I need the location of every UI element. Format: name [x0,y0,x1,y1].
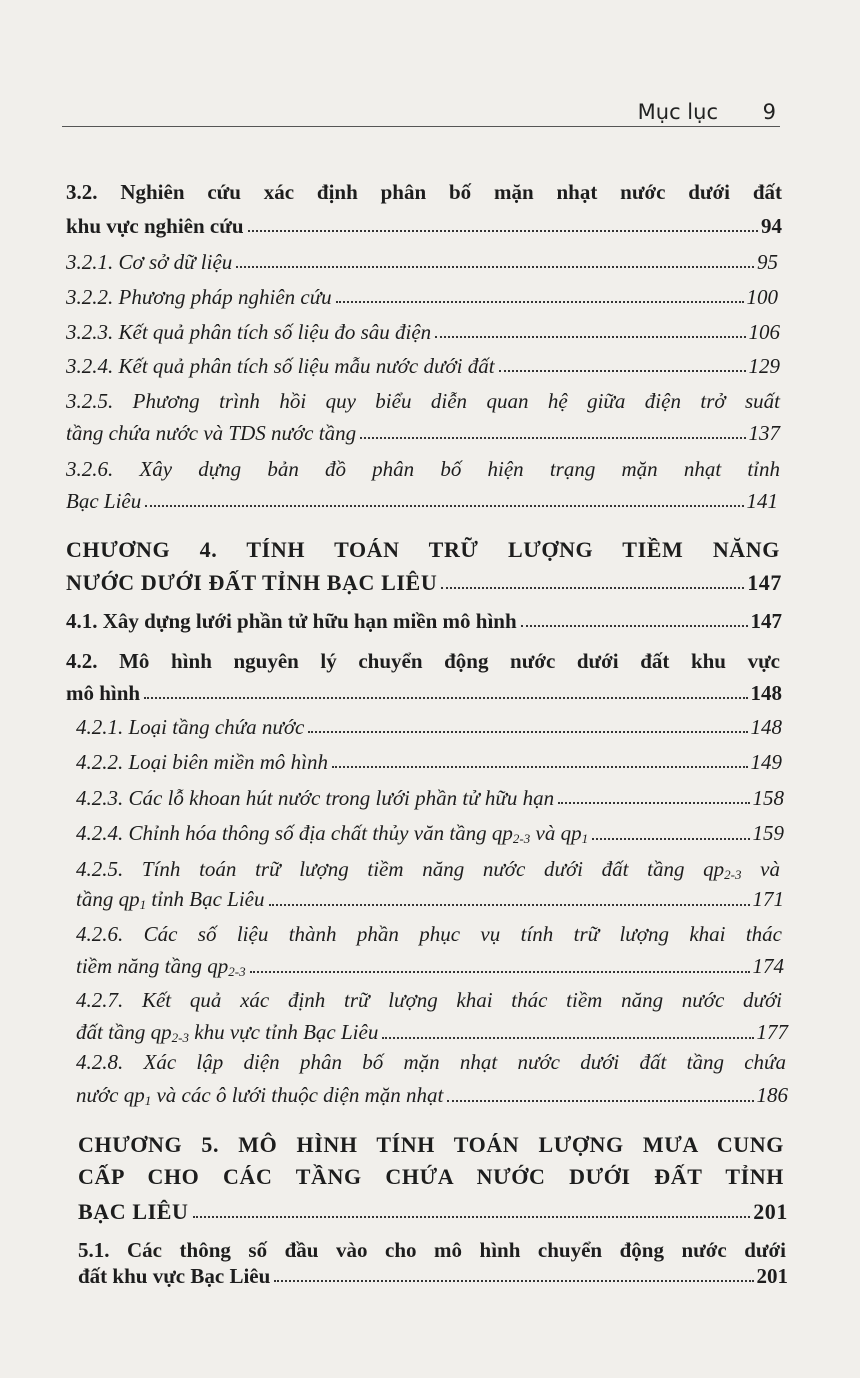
toc-entry-title-line2: đất khu vực Bạc Liêu [78,1264,271,1288]
toc-entry-title-line2: Bạc Liêu [66,489,142,513]
toc-entry-title-line1: 5.1. Các thông số đầu vào cho mô hình chuyển động nước dưới [78,1238,786,1262]
toc-entry-title-line1: 3.2.5. Phương trình hồi quy biểu diễn quan hệ giữa điện trở suất [66,389,780,413]
toc-entry-title-line2: tầng chứa nước và TDS nước tầng [66,421,357,445]
toc-page-number: 149 [750,750,782,774]
toc-chapter-title-line1: CHƯƠNG 5. MÔ HÌNH TÍNH TOÁN LƯỢNG MƯA CUNG [78,1132,784,1157]
toc-entry-title: 4.1. Xây dựng lưới phần tử hữu hạn miền mô hình [66,609,517,633]
dot-leader [382,1037,753,1039]
toc-entry-title: 3.2.2. Phương pháp nghiên cứu [66,285,332,309]
dot-leader [269,904,750,906]
dot-leader [521,625,748,627]
toc-chapter-title-line3: BẠC LIÊU [78,1199,189,1224]
toc-page-number: 171 [752,887,784,911]
toc-entry-title-line1: 4.2.5. Tính toán trữ lượng tiềm năng nước dưới đất tầng $qp_{2-3}$ và [76,857,781,882]
toc-entry-title-line2: mô hình [66,681,141,705]
toc-page-number: 148 [750,681,782,705]
toc-page-number: 201 [753,1199,788,1224]
toc-page-number: 147 [747,570,782,595]
toc-entry-title: 4.2.2. Loại biên miền mô hình [76,750,328,774]
toc-chapter-title-line2: CẤP CHO CÁC TẦNG CHỨA NƯỚC DƯỚI ĐẤT TỈNH [78,1164,784,1189]
toc-page-number: 137 [748,421,780,445]
toc-entry-title: 4.2.3. Các lỗ khoan hút nước trong lưới phần tử hữu hạn [76,786,555,810]
toc-entry-title-line1: 4.2.7. Kết quả xác định trữ lượng khai thác tiềm năng nước dưới [76,988,782,1012]
toc-chapter-title-line2: NƯỚC DƯỚI ĐẤT TỈNH BẠC LIÊU [66,570,438,595]
toc-entry-title-line1: 4.2.6. Các số liệu thành phần phục vụ tính trữ lượng khai thác [76,922,782,946]
dot-leader [441,587,744,589]
toc-page-number: 106 [748,320,780,344]
dot-leader [193,1216,751,1218]
toc-entry-title-line1: 3.2.6. Xây dựng bản đồ phân bố hiện trạng mặn nhạt tỉnh [66,457,780,481]
toc-entry-title-line2: tầng $qp_1$ tỉnh Bạc Liêu [76,887,265,912]
toc-page-number: 94 [761,214,782,238]
dot-leader [558,802,749,804]
dot-leader [360,437,745,439]
toc-entry-title-line1: 4.2. Mô hình nguyên lý chuyển động nước dưới đất khu vực [66,649,780,673]
dot-leader [144,697,747,699]
toc-entry-title-line1: 3.2. Nghiên cứu xác định phân bố mặn nhạt nước dưới đất [66,180,782,204]
dot-leader [435,336,745,338]
header-title: Mục lục [637,100,718,124]
dot-leader [236,266,754,268]
dot-leader [447,1100,753,1102]
dot-leader [592,838,749,840]
toc-entry-title: 3.2.4. Kết quả phân tích số liệu mẫu nước dưới đất [66,354,495,378]
toc-entry-title: 3.2.1. Cơ sở dữ liệu [66,250,233,274]
toc-page-number: 100 [746,285,778,309]
toc-entry-title: 4.2.1. Loại tầng chứa nước [76,715,305,739]
toc-entry-title-line1: 4.2.8. Xác lập diện phân bố mặn nhạt nước dưới đất tầng chứa [76,1050,786,1074]
toc-entry-title-line2: nước $qp_1$ và các ô lưới thuộc diện mặn nhạt [76,1083,444,1108]
toc-page-number: 159 [752,821,784,845]
toc-entry-title: 4.2.4. Chỉnh hóa thông số địa chất thủy văn tầng $qp_{2-3}$ và $qp_1$ [76,821,589,846]
toc-entry-title-line2: đất tầng $qp_{2-3}$ khu vực tỉnh Bạc Liêu [76,1020,379,1045]
header-page-number: 9 [762,100,776,124]
dot-leader [274,1280,753,1282]
dot-leader [250,971,750,973]
toc-page-number: 174 [752,954,784,978]
toc-entry-title-line2: khu vực nghiên cứu [66,214,244,238]
toc-page-number: 95 [757,250,778,274]
toc-page-number: 147 [750,609,782,633]
toc-chapter-title-line1: CHƯƠNG 4. TÍNH TOÁN TRỮ LƯỢNG TIỀM NĂNG [66,537,780,562]
dot-leader [248,230,758,232]
dot-leader [336,301,744,303]
running-header [62,92,780,127]
toc-page-number: 158 [752,786,784,810]
toc-page-number: 186 [756,1083,788,1107]
toc-entry-title-line2: tiềm năng tầng $qp_{2-3}$ [76,954,246,979]
dot-leader [308,731,747,733]
toc-page-number: 201 [756,1264,788,1288]
toc-page-number: 129 [748,354,780,378]
toc-page-number: 177 [756,1020,788,1044]
toc-entry-title: 3.2.3. Kết quả phân tích số liệu đo sâu điện [66,320,432,344]
dot-leader [499,370,746,372]
dot-leader [145,505,743,507]
toc-page-number: 141 [746,489,778,513]
toc-page-number: 148 [750,715,782,739]
dot-leader [332,766,748,768]
